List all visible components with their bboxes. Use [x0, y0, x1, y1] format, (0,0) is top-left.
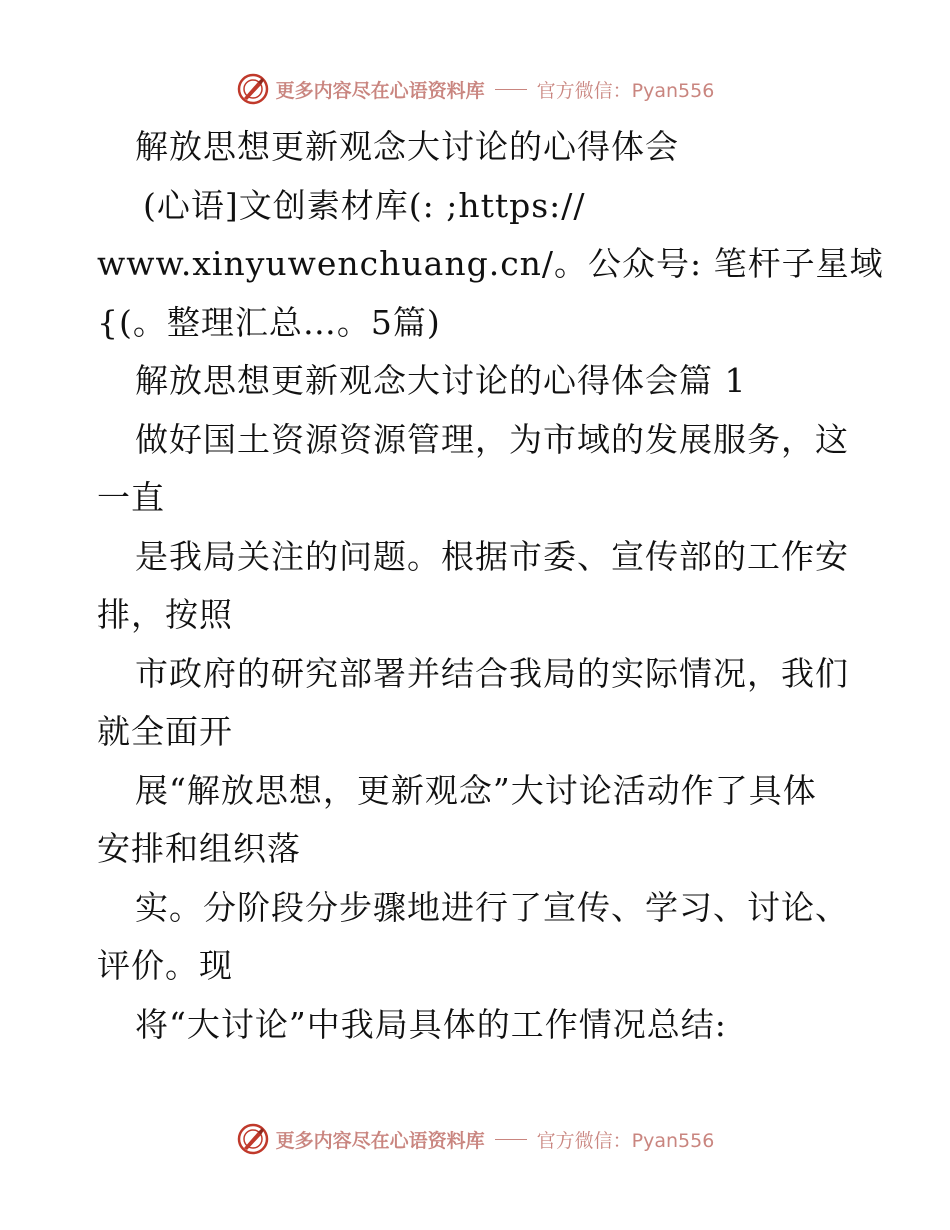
doc-paragraph-line: 做好国土资源资源管理，为市域的发展服务，这	[135, 419, 849, 459]
footer-watermark	[0, 1122, 950, 1156]
doc-collection-note: {(。整理汇总…。5篇)	[97, 302, 441, 342]
doc-paragraph-line: 市政府的研究部署并结合我局的实际情况，我们	[135, 653, 849, 693]
doc-paragraph-line: 实。分阶段分步骤地进行了宣传、学习、讨论、	[135, 887, 849, 927]
header-watermark	[0, 72, 950, 106]
doc-paragraph-line: 就全面开	[97, 712, 233, 751]
pen-logo-icon	[236, 72, 270, 106]
document-body	[97, 118, 884, 1054]
doc-paragraph-line: 展“解放思想，更新观念”大讨论活动作了具体	[135, 770, 817, 810]
watermark-separator	[495, 89, 527, 90]
doc-source-line: (心语]文创素材库(: ;https://	[143, 185, 586, 225]
doc-paragraph-line: 安排和组织落	[97, 829, 301, 868]
watermark-wechat-text: 官方微信：Pyan556	[536, 79, 715, 102]
doc-paragraph-line: 将“大讨论”中我局具体的工作情况总结:	[135, 1004, 727, 1044]
doc-paragraph-line: 一直	[97, 478, 165, 517]
watermark-promo-text: 更多内容尽在心语资料库	[275, 79, 485, 102]
pen-logo-icon	[236, 1122, 270, 1156]
doc-source-url-line: www.xinyuwenchuang.cn/。公众号: 笔杆子星域	[97, 244, 884, 283]
watermark-wechat-text: 官方微信：Pyan556	[536, 1129, 715, 1152]
doc-title: 解放思想更新观念大讨论的心得体会	[135, 127, 679, 166]
watermark-promo-text: 更多内容尽在心语资料库	[275, 1129, 485, 1152]
doc-section-heading: 解放思想更新观念大讨论的心得体会篇 1	[135, 361, 747, 400]
doc-paragraph-line: 排，按照	[97, 595, 233, 634]
watermark-separator	[495, 1139, 527, 1140]
doc-paragraph-line: 是我局关注的问题。根据市委、宣传部的工作安	[135, 536, 849, 576]
doc-paragraph-line: 评价。现	[97, 946, 233, 985]
